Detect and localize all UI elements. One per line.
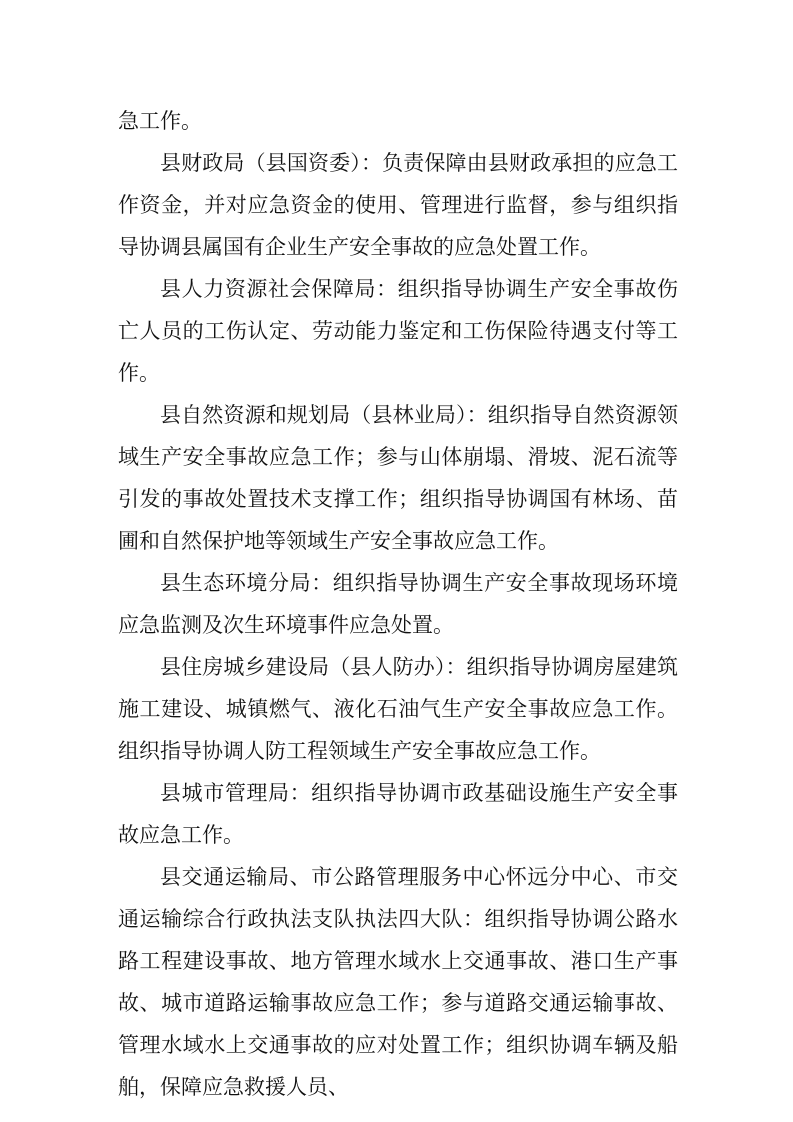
paragraph-urban-management-bureau: 县城市管理局：组织指导协调市政基础设施生产安全事故应急工作。: [118, 781, 678, 847]
paragraph-transportation-bureau: 县交通运输局、市公路管理服务中心怀远分中心、市交通运输综合行政执法支队执法四大队：组织指导协调公路水路工程建设事故、地方管理水域水上交通事故、港口生产事故、城市道路运输事故应急工作；参与道路交通运输事故、管理水域水上交通事故的应对处置工作；组织协调车辆及船舶，保障应急救援人员、: [118, 865, 678, 1099]
paragraph-continuation: 急工作。: [118, 109, 202, 133]
paragraph-natural-resources-bureau: 县自然资源和规划局（县林业局）：组织指导自然资源领域生产安全事故应急工作；参与山体崩塌、滑坡、泥石流等引发的事故处置技术支撑工作；组织指导协调国有林场、苗圃和自然保护地等领域生产安全事故应急工作。: [118, 403, 678, 553]
paragraph-human-resources-bureau: 县人力资源社会保障局：组织指导协调生产安全事故伤亡人员的工伤认定、劳动能力鉴定和工伤保险待遇支付等工作。: [118, 277, 678, 385]
document-body: [118, 100, 678, 1108]
paragraph-housing-construction-bureau: 县住房城乡建设局（县人防办）：组织指导协调房屋建筑施工建设、城镇燃气、液化石油气生产安全事故应急工作。组织指导协调人防工程领域生产安全事故应急工作。: [118, 655, 678, 763]
paragraph-finance-bureau: 县财政局（县国资委）：负责保障由县财政承担的应急工作资金，并对应急资金的使用、管理进行监督，参与组织指导协调县属国有企业生产安全事故的应急处置工作。: [118, 151, 678, 259]
paragraph-ecology-environment-branch: 县生态环境分局：组织指导协调生产安全事故现场环境应急监测及次生环境事件应急处置。: [118, 571, 678, 637]
